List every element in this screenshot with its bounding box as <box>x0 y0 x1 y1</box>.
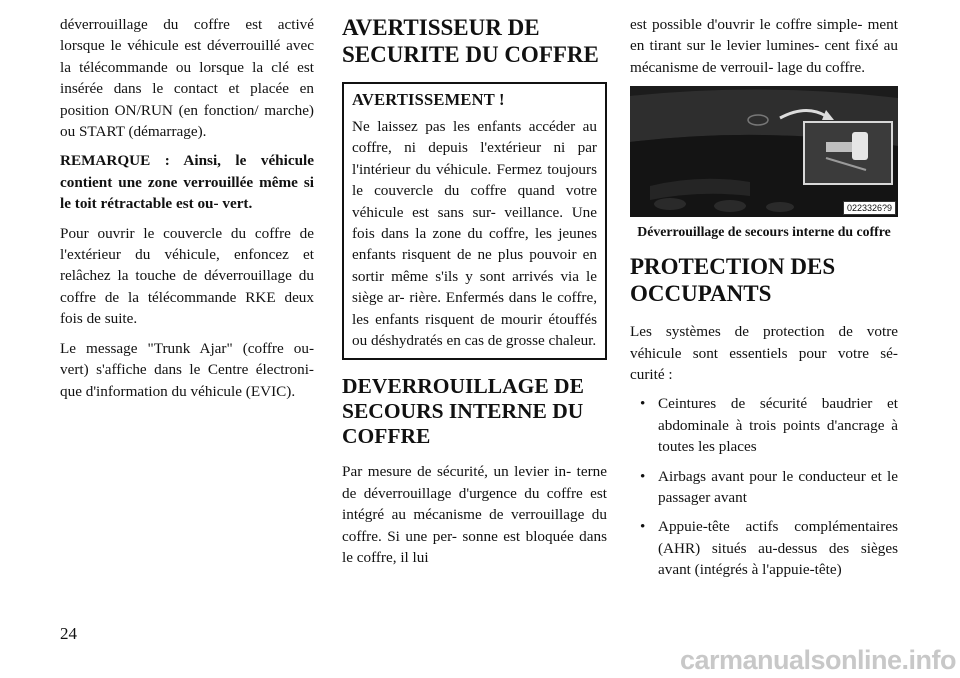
paragraph: est possible d'ouvrir le coffre simple- ment en tirant sur le levier lumines- cent fixé au mécanisme de verrouil- lage du coffre. <box>630 16 898 76</box>
paragraph: Pour ouvrir le couvercle du coffre de l'extérieur du véhicule, enfoncez et relâchez la touche de déverrouillage du coffre de la télécommande RKE deux fois de suite. <box>60 224 314 328</box>
list-item-text: Appuie-tête actifs complémentaires (AHR) situés au-dessus des sièges avant (intégrés à l'appuie-tête) <box>658 518 898 579</box>
warning-text: Ne laissez pas les enfants accéder au coffre, ni depuis l'extérieur ni par l'intérieur du véhicule. Fermez toujours le couvercle du coffre quand votre véhicule est sans sur- veillance. Une fois dans la zone du coffre, les jeunes enfants risquent de ne plus pouvoir en sortir même s'ils y sont arrivés via le siège ar- rière. Enfermés dans le coffre, les enfants risquent de mourir étouffés ou déshydratés en cas de grosse chaleur. <box>352 118 597 350</box>
bullet: • <box>640 518 646 536</box>
section-heading-occupant-protection: PROTECTION DES OCCUPANTS <box>630 254 836 307</box>
warning-box <box>342 82 607 360</box>
section-heading-trunk-safety: AVERTISSEUR DE SECURITE DU COFFRE <box>342 15 599 67</box>
paragraph: Les systèmes de protection de votre véhicule sont essentiels pour votre sé- curité : <box>630 323 898 384</box>
list-item <box>630 516 898 580</box>
list-item <box>630 393 898 457</box>
column-right <box>630 14 898 589</box>
list-item-text: Airbags avant pour le conducteur et le passager avant <box>658 467 898 507</box>
column-middle <box>342 14 607 577</box>
warning-title: AVERTISSEMENT ! <box>352 90 505 109</box>
paragraph: Le message "Trunk Ajar" (coffre ou- vert) s'affiche dans le Centre électroni- que d'information du véhicule (EVIC). <box>60 339 314 400</box>
section-heading-internal-release: DEVERROUILLAGE DE SECOURS INTERNE DU COFFRE <box>342 374 584 449</box>
trunk-interior-illustration <box>630 86 898 217</box>
remarque-note: REMARQUE : Ainsi, le véhicule contient une zone verrouillée même si le toit rétractable est ou- vert. <box>60 152 314 213</box>
column-left <box>60 14 314 410</box>
list-item <box>630 466 898 509</box>
bullet: • <box>640 467 646 485</box>
watermark: carmanualsonline.info <box>679 645 956 675</box>
paragraph: Par mesure de sécurité, un levier in- terne de déverrouillage d'urgence du coffre est intégré au mécanisme de verrouillage du coffre. Si une per- sonne est bloquée dans le coffre, il lui <box>342 463 607 567</box>
figure-caption: Déverrouillage de secours interne du coffre <box>637 224 891 240</box>
figure-id: 0223326?9 <box>843 201 896 215</box>
bullet: • <box>640 395 646 413</box>
list-item-text: Ceintures de sécurité baudrier et abdominale à trois points d'ancrage à toutes les places <box>658 395 898 456</box>
trunk-release-photo <box>630 86 898 217</box>
protection-list <box>630 393 898 580</box>
page-number: 24 <box>60 624 77 643</box>
paragraph: déverrouillage du coffre est activé lorsque le véhicule est déverrouillé avec la télécommande ou lorsque la clé est insérée dans le contact et placée en position ON/RUN (en fonction/ marche) ou START (démarrage). <box>60 16 314 141</box>
